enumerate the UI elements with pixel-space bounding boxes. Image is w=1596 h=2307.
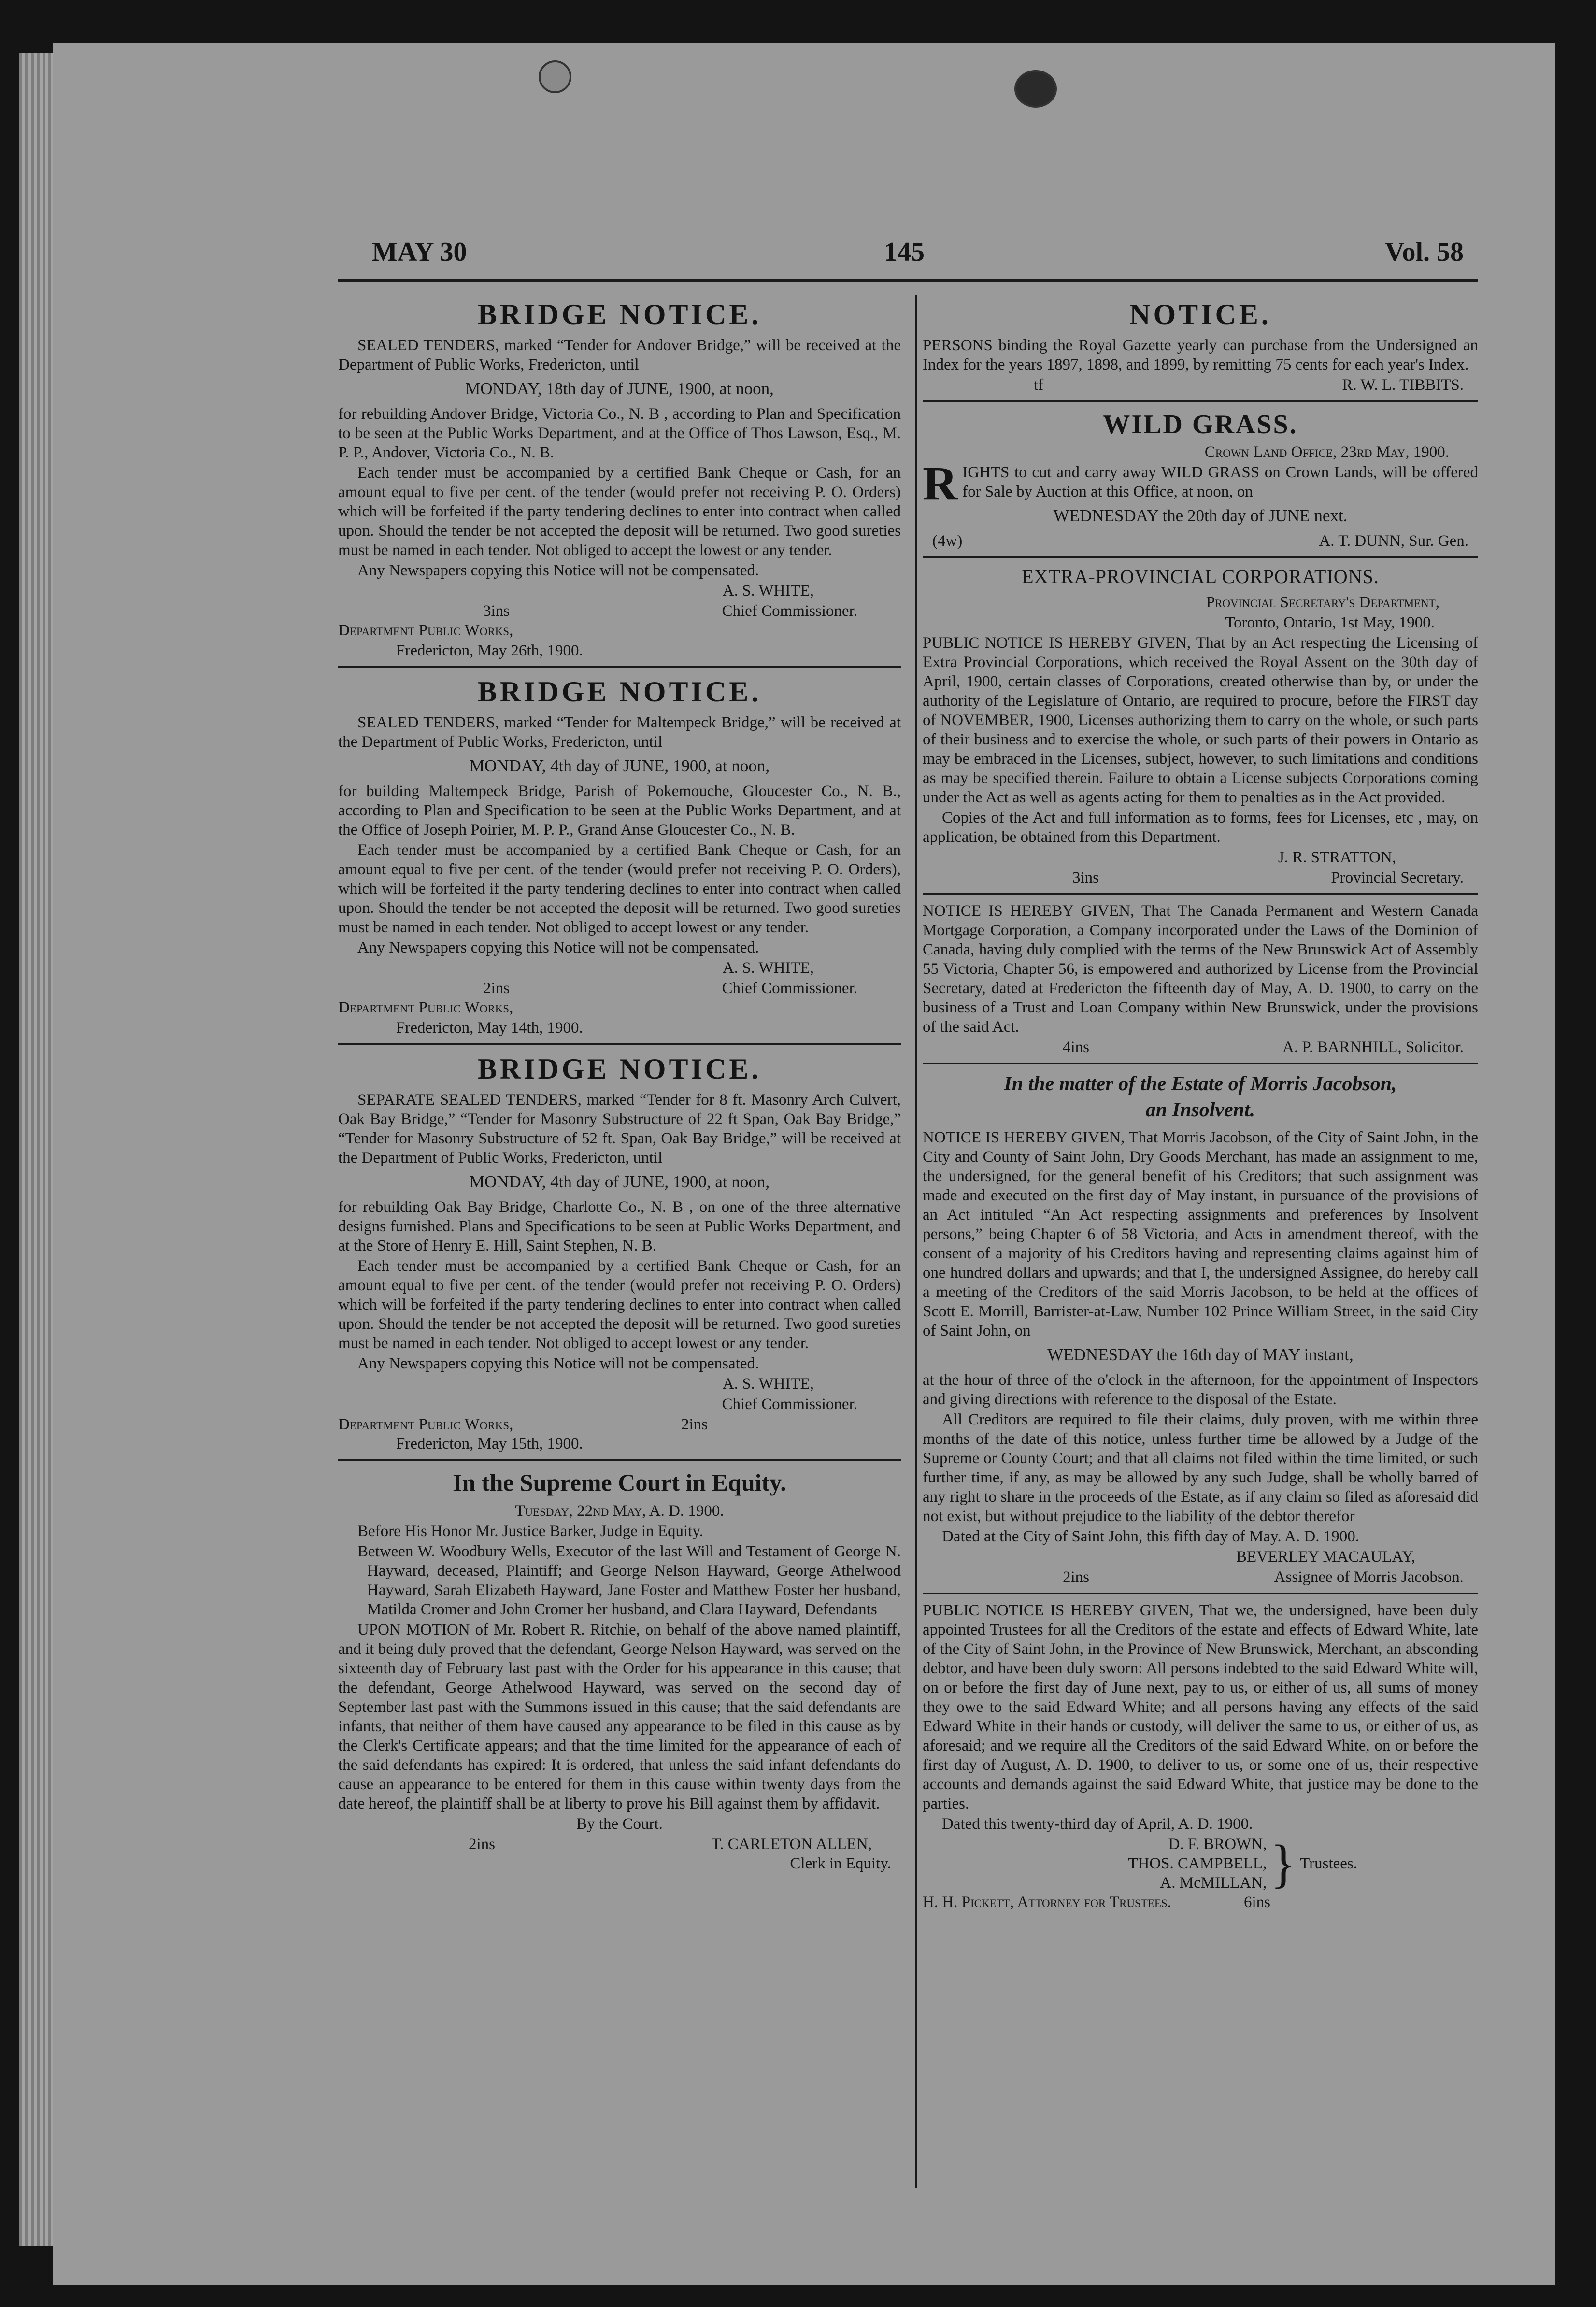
bridge-notice-andover	[338, 297, 901, 660]
binding-hole-icon	[1014, 70, 1057, 108]
notice-title: BRIDGE NOTICE.	[477, 1053, 762, 1085]
location-date: Fredericton, May 14th, 1900.	[396, 1019, 583, 1037]
supreme-court-notice	[338, 1467, 901, 1873]
notice-paragraph: SEALED TENDERS, marked “Tender for Maltempeck Bridge,” will be received at the Department of Public Works, Fredericton, until	[338, 714, 901, 751]
notice-title: In the Supreme Court in Equity.	[453, 1469, 786, 1496]
section-rule	[338, 1043, 901, 1045]
signature-name: J. R. STRATTON,	[1278, 849, 1396, 866]
notice-paragraph: Any Newspapers copying this Notice will not be compensated.	[357, 562, 759, 579]
trustee-name: D. F. BROWN,	[1168, 1836, 1267, 1853]
signature-name: A. S. WHITE,	[722, 1375, 814, 1393]
notice-paragraph: NOTICE IS HEREBY GIVEN, That The Canada Permanent and Western Canada Mortgage Corporation, a Company incorporated under the Laws of the Dominion of Canada, having duly complied with the terms of the New Brunswick Act of Assembly 55 Victoria, Chapter 56, is empowered and authorized by License from the Provincial Secretary, dated at Fredericton the fifteenth day of May, A. D. 1900, to carry on the business of a Trust and Loan Company within New Brunswick, under the provisions of the said Act.	[923, 902, 1478, 1036]
insertion-count: 3ins	[1072, 869, 1099, 886]
notice-paragraph: Any Newspapers copying this Notice will not be compensated.	[357, 939, 759, 956]
notice-deadline: MONDAY, 4th day of JUNE, 1900, at noon,	[469, 1172, 770, 1191]
canada-permanent-notice	[923, 901, 1478, 1057]
section-rule	[923, 556, 1478, 558]
notice-title: BRIDGE NOTICE.	[477, 676, 762, 708]
insertion-count: 2ins	[681, 1416, 708, 1433]
notice-paragraph: Each tender must be accompanied by a certified Bank Cheque or Cash, for an amount equal to five per cent. of the tender (would prefer not receiving P. O. Orders) which will be forfeited if the party tendering declines to enter into contract when called upon. Should the tender be not accepted the deposit will be returned. Two good sureties must be named in each tender. Not obliged to accept lowest or any tender.	[338, 1257, 901, 1352]
signature-title: Assignee of Morris Jacobson.	[1274, 1568, 1464, 1586]
insertion-count: 2ins	[469, 1836, 496, 1853]
court-before: Before His Honor Mr. Justice Barker, Judge in Equity.	[357, 1523, 703, 1540]
notice-paragraph: PUBLIC NOTICE IS HEREBY GIVEN, That we, the undersigned, have been duly appointed Trustees for all the Creditors of the estate and effects of Edward White, late of the City of Saint John, in the Province of New Brunswick, Merchant, an absconding debtor, and have been duly sworn: All persons indebted to the said Edward White will, on or before the first day of June next, pay to us, or either of us, all sums of money they owe to the said Edward White; and all persons having any effects of the said Edward White in their hands or custody, will deliver the same to us, or either of us, as aforesaid; and we require all the Creditors of the said Edward White, on or before the first day of August, A. D. 1900, to deliver to us, or some one of us, their respective accounts and demands against the said Edward White, that justice may be done to the parties.	[923, 1602, 1478, 1812]
notice-paragraph: SEALED TENDERS, marked “Tender for Andover Bridge,” will be received at the Department of Public Works, Fredericton, until	[338, 337, 901, 373]
notice-paragraph: Dated this twenty-third day of April, A. D. 1900.	[942, 1815, 1253, 1833]
section-rule	[923, 1063, 1478, 1064]
notice-paragraph: for rebuilding Andover Bridge, Victoria Co., N. B , according to Plan and Specification to be seen at the Public Works Department, and at the Office of Thos Lawson, Esq., M. P. P., Andover, Victoria Co., N. B.	[338, 405, 901, 461]
insertion-count: (4w)	[932, 532, 963, 550]
notice-paragraph: Any Newspapers copying this Notice will not be compensated.	[357, 1355, 759, 1372]
signature-title: Chief Commissioner.	[722, 980, 857, 997]
trustees-label: Trustees.	[1300, 1855, 1357, 1872]
jacobson-estate-notice	[923, 1071, 1478, 1587]
insertion-count: 2ins	[1063, 1568, 1090, 1586]
notice-deadline: MONDAY, 18th day of JUNE, 1900, at noon,	[465, 379, 774, 398]
notice-paragraph: PUBLIC NOTICE IS HEREBY GIVEN, That by an Act respecting the Licensing of Extra Provincial Corporations, which received the Royal Assent on the 30th day of April, 1900, certain classes of Corporations, created otherwise than by, or under the authority of the Legislature of Ontario, are required to procure, before the FIRST day of NOVEMBER, 1900, Licenses authorizing them to carry on the whole, or such parts of their business and to exercise the whole, or such parts of their powers in Ontario as may be embraced in the Licenses, subject, however, to such limitations and conditions as may be specified therein. Failure to obtain a License subjects Corporations coming under the Act as well as agents acting for them to penalties as in the Act provided.	[923, 634, 1478, 806]
header-date: MAY 30	[372, 237, 467, 267]
drop-cap: R	[923, 456, 958, 510]
insertion-count: tf	[1034, 376, 1044, 394]
signature-name: R. W. L. TIBBITS.	[1342, 376, 1464, 394]
section-rule	[923, 1593, 1478, 1594]
section-rule	[338, 1459, 901, 1461]
bridge-notice-maltempeck	[338, 674, 901, 1038]
notice-title: EXTRA-PROVINCIAL CORPORATIONS.	[1022, 566, 1379, 587]
notice-paragraph: for rebuilding Oak Bay Bridge, Charlotte Co., N. B , on one of the three alternative designs furnished. Plans and Specifications to be seen at Public Works Department, and at the Store of Henry E. Hill, Saint Stephen, N. B.	[338, 1198, 901, 1254]
column-divider	[915, 295, 917, 2188]
insertion-count: 4ins	[1063, 1039, 1090, 1056]
notice-deadline: WEDNESDAY the 20th day of JUNE next.	[1053, 506, 1348, 525]
index-notice	[923, 297, 1478, 395]
notice-paragraph: Copies of the Act and full information as to forms, fees for Licenses, etc , may, on application, be obtained from this Department.	[923, 809, 1478, 846]
section-rule	[923, 400, 1478, 402]
binding-hole-icon	[539, 60, 571, 93]
right-column	[923, 297, 1478, 1912]
section-rule	[923, 893, 1478, 895]
signature-name: A. T. DUNN, Sur. Gen.	[1319, 532, 1468, 550]
left-column	[338, 297, 901, 1874]
department-line: Department Public Works,	[338, 999, 513, 1016]
running-header	[367, 237, 1473, 271]
notice-paragraph: for building Maltempeck Bridge, Parish of Pokemouche, Gloucester Co., N. B., according to Plan and Specification to be seen at the Public Works Department, and at the Office of Joseph Poirier, M. P. P., Grand Anse Gloucester Co., N. B.	[338, 783, 901, 839]
brace-icon: }	[1270, 1834, 1297, 1893]
trustee-name: THOS. CAMPBELL,	[1128, 1855, 1267, 1872]
department-line: Department Public Works,	[338, 1416, 513, 1433]
court-order-body: UPON MOTION of Mr. Robert R. Ritchie, on behalf of the above named plaintiff, and it being duly proved that the defendant, George Nelson Hayward, was served on the sixteenth day of February last past with the Order for his appearance in this cause; that the defendant, George Athelwood Hayward, was served on the second day of September last past with the Summons issued in this cause; that the said defendants are infants, that neither of them have caused any appearance to be filed in this cause as by the Clerk's Certificate appears; and that the time limited for the appearance of each of the said defendants has expired: It is ordered, that unless the said infant defendants do cause an appearance to be entered for them in this cause within twenty days from the date hereof, the plaintiff shall be at liberty to prove his Bill against them by affidavit.	[338, 1621, 901, 1812]
notice-paragraph: SEPARATE SEALED TENDERS, marked “Tender for 8 ft. Masonry Arch Culvert, Oak Bay Bridge,” “Tender for Masonry Substructure of 22 ft Span, Oak Bay Bridge,” “Tender for Masonry Substructure of 52 ft. Span, Oak Bay Bridge,” will be received at the Department of Public Works, Fredericton, until	[338, 1091, 901, 1167]
page-number: 145	[884, 237, 925, 267]
office-date: Crown Land Office, 23rd May, 1900.	[1204, 443, 1449, 461]
notice-deadline: WEDNESDAY the 16th day of MAY instant,	[1047, 1345, 1354, 1364]
header-rule	[338, 279, 1478, 282]
notice-paragraph: IGHTS to cut and carry away WILD GRASS on Crown Lands, will be offered for Sale by Auction at this Office, at noon, on	[962, 464, 1478, 500]
edward-white-notice	[923, 1601, 1478, 1912]
extra-provincial-notice	[923, 565, 1478, 887]
notice-paragraph: Dated at the City of Saint John, this fifth day of May. A. D. 1900.	[942, 1528, 1360, 1545]
court-date: Tuesday, 22nd May, A. D. 1900.	[515, 1502, 724, 1520]
notice-paragraph: Each tender must be accompanied by a certified Bank Cheque or Cash, for an amount equal to five per cent. of the tender (would prefer not receiving P. O. Orders), which will be forfeited if the party tendering declines to enter into contract when called upon. Should the tender be not accepted the deposit will be returned. Two good sureties must be named in each tender. Not obliged to accept lowest or any tender.	[338, 841, 901, 936]
section-rule	[338, 666, 901, 668]
insertion-count: 6ins	[1243, 1894, 1270, 1911]
notice-title	[923, 1071, 1478, 1123]
trustee-name: A. McMILLAN,	[1160, 1874, 1267, 1892]
notice-deadline: MONDAY, 4th day of JUNE, 1900, at noon,	[469, 756, 770, 775]
location-date: Fredericton, May 26th, 1900.	[396, 642, 583, 659]
signature-name: A. S. WHITE,	[722, 959, 814, 977]
signature-title: Chief Commissioner.	[722, 602, 857, 620]
court-parties: Between W. Woodbury Wells, Executor of the last Will and Testament of George N. Hayward, deceased, Plaintiff; and George Nelson Hayward, George Athelwood Hayward, Sarah Elizabeth Hayward, Jane Foster and Matthew Foster her husband, Matilda Cromer and John Cromer her husband, and Clara Hayward, Defendants	[357, 1543, 901, 1618]
notice-paragraph: NOTICE IS HEREBY GIVEN, That Morris Jacobson, of the City of Saint John, in the City and County of Saint John, Dry Goods Merchant, has made an assignment to me, the undersigned, for the general benefit of his Creditors; that such assignment was made and executed on the first day of May instant, in pursuance of the provisions of an Act intituled “An Act respecting assignments and preferences by Insolvent persons,” being Chapter 6 of 58 Victoria, and Acts in amendment thereof, with the consent of a majority of his Creditors having and representing claims against him of one hundred dollars and upwards; and that I, the undersigned Assignee, do hereby call a meeting of the Creditors of the said Morris Jacobson, to be held at the offices of Scott E. Morrill, Barrister-at-Law, Number 102 Prince William Street, in the said City of Saint John, on	[923, 1129, 1478, 1339]
notice-paragraph: PERSONS binding the Royal Gazette yearly can purchase from the Undersigned an Index for the years 1897, 1898, and 1899, by remitting 75 cents for each year's Index.	[923, 337, 1478, 373]
signature-name: T. CARLETON ALLEN,	[711, 1836, 872, 1853]
court-by: By the Court.	[576, 1815, 663, 1833]
notice-title-line: an Insolvent.	[1145, 1099, 1255, 1121]
wild-grass-notice	[923, 409, 1478, 551]
insertion-count: 3ins	[483, 602, 510, 620]
signature-name: A. P. BARNHILL, Solicitor.	[1282, 1039, 1464, 1056]
signature-title: Provincial Secretary.	[1331, 869, 1464, 886]
volume-number: Vol. 58	[1385, 237, 1464, 267]
notice-paragraph: All Creditors are required to file their claims, duly proven, with me within three months of the date of this notice, unless further time be allowed by a Judge of the Supreme or County Court; and that all claims not filed within the time limited, or such further time, if any, as may be allowed by any such Judge, shall be wholly barred of any right to share in the proceeds of the Estate, as if any claim so filed as aforesaid did not exist, but without prejudice to the liability of the debtor therefor	[923, 1411, 1478, 1525]
notice-paragraph: Each tender must be accompanied by a certified Bank Cheque or Cash, for an amount equal to five per cent. of the tender (would prefer not receiving P. O. Orders) which will be forfeited if the party tendering declines to enter into contract when called upon. Should the tender be not accepted the deposit will be returned. Two good sureties must be named in each tender. Not obliged to accept the lowest or any tender.	[338, 464, 901, 559]
notice-title: NOTICE.	[1129, 299, 1271, 330]
trustee-block	[923, 1835, 1478, 1893]
signature-title: Clerk in Equity.	[790, 1855, 891, 1872]
signature-name: A. S. WHITE,	[722, 582, 814, 599]
notice-title: WILD GRASS.	[1103, 410, 1298, 440]
signature-name: BEVERLEY MACAULAY,	[1236, 1548, 1415, 1566]
signature-title: Chief Commissioner.	[722, 1396, 857, 1413]
location-date: Toronto, Ontario, 1st May, 1900.	[1225, 614, 1435, 631]
notice-title: BRIDGE NOTICE.	[477, 299, 762, 330]
notice-title-line: In the matter of the Estate of Morris Jacobson,	[1004, 1073, 1397, 1095]
location-date: Fredericton, May 15th, 1900.	[396, 1435, 583, 1453]
department-line: Provincial Secretary's Department,	[1206, 594, 1439, 611]
bridge-notice-oak-bay	[338, 1052, 901, 1453]
department-line: Department Public Works,	[338, 622, 513, 639]
insertion-count: 2ins	[483, 980, 510, 997]
notice-paragraph: at the hour of three of the o'clock in the afternoon, for the appointment of Inspectors and giving directions with reference to the disposal of the Estate.	[923, 1371, 1478, 1408]
attorney-line: H. H. Pickett, Attorney for Trustees.	[923, 1894, 1171, 1911]
